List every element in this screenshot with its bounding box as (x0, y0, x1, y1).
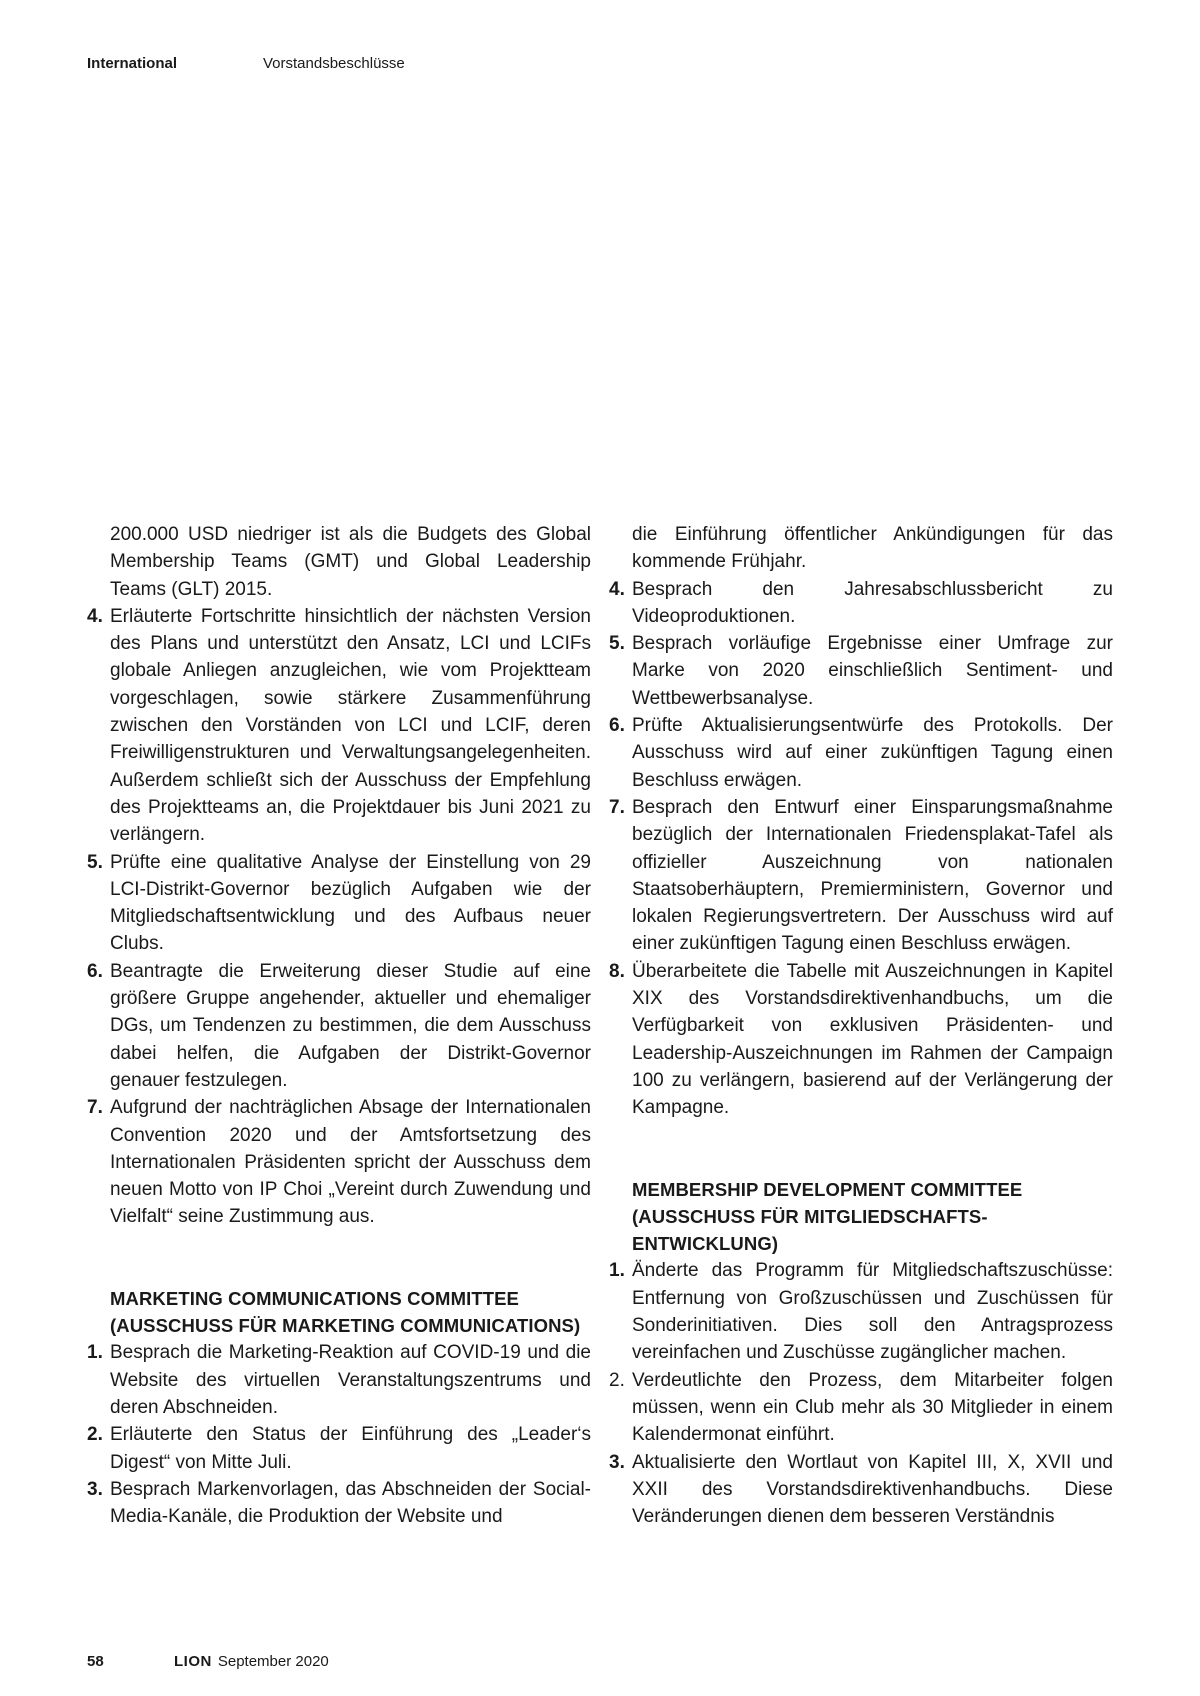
item-number: 1. (87, 1342, 103, 1364)
item-text: Änderte das Programm für Mitgliedschaftszuschüsse: Entfernung von Großzuschüssen und Zuschüssen für Sonderinitiativen. Dies soll den Antragsprozess vereinfachen und Zuschüsse zugänglicher machen. (632, 1260, 1113, 1364)
item-text: Aktualisierte den Wortlaut von Kapitel III, X, XVII und XXII des Vorstandsdirektivenhandbuchs. Diese Veränderungen dienen dem besseren Verständnis (632, 1451, 1113, 1528)
item-number: 2. (87, 1424, 103, 1446)
item-number: 5. (609, 633, 625, 655)
section-label: International (87, 55, 178, 72)
list-item (87, 1476, 591, 1531)
item-text: Besprach Markenvorlagen, das Abschneiden der Social-Media-Kanäle, die Produktion der Website und (110, 1478, 591, 1528)
item-number: 5. (87, 851, 103, 873)
item-number: 6. (87, 960, 103, 982)
item-text: Erläuterte den Status der Einführung des „Leader‘s Digest“ von Mitte Juli. (110, 1424, 591, 1473)
item-text: Prüfte eine qualitative Analyse der Einstellung von 29 LCI-Distrikt-Governor bezüglich Aufgaben wie der Mitgliedschaftsentwicklung und des Aufbaus neuer Clubs. (110, 851, 591, 955)
item-number: 2. (609, 1369, 625, 1391)
page-number: 58 (87, 1653, 104, 1670)
item-number: 7. (609, 796, 625, 818)
item-number: 3. (87, 1478, 103, 1500)
item-text: Besprach den Jahresabschlussbericht zu Videoproduktionen. (632, 578, 1113, 627)
membership-committee-heading: MEMBERSHIP DEVELOPMENT COMMITTEE (AUSSCHUSS FÜR MITGLIEDSCHAFTSENTWICKLUNG) (632, 1178, 1023, 1255)
topic-label: Vorstandsbeschlüsse (263, 55, 405, 72)
resolution-list (87, 603, 591, 1231)
item-text: Überarbeitete die Tabelle mit Auszeichnungen in Kapitel XIX des Vorstandsdirektivenhandbuchs, um die Verfügbarkeit von exklusiven Präsidenten- und Leadership-Auszeichnungen im Rahmen der Campaign 100 zu verlängern, basierend auf der Verlängerung der Kampagne. (632, 960, 1113, 1119)
item-text: Aufgrund der nachträglichen Absage der Internationalen Convention 2020 und der Amtsfortsetzung des Internationalen Präsidenten spricht der Ausschuss dem neuen Motto von IP Choi „Vereint durch Zuwendung und Vielfalt“ seine Zustimmung aus. (110, 1097, 591, 1228)
list-item (609, 1257, 1113, 1366)
list-item (609, 794, 1113, 958)
list-item (87, 849, 591, 958)
page-footer (87, 1652, 329, 1672)
list-item (609, 576, 1113, 631)
item-number: 8. (609, 960, 625, 982)
item-text: Beantragte die Erweiterung dieser Studie auf eine größere Gruppe angehender, aktueller und ehemaliger DGs, um Tendenzen zu bestimmen, die dem Ausschuss dabei helfen, die Aufgaben der Distrikt-Governor genauer festzulegen. (110, 960, 591, 1091)
item-number: 3. (609, 1451, 625, 1473)
list-item (609, 712, 1113, 794)
list-item (87, 603, 591, 849)
list-item (87, 1421, 591, 1476)
running-head (87, 54, 405, 74)
item-text: Besprach den Entwurf einer Einsparungsmaßnahme bezüglich der Internationalen Friedensplakat-Tafel als offizieller Auszeichnung von nationalen Staatsoberhäuptern, Premierministern, Governor und lokalen Regierungsvertretern. Der Ausschuss wird auf einer zukünftigen Tagung einen Beschluss erwägen. (632, 796, 1113, 955)
item-number: 4. (609, 578, 625, 600)
list-item (87, 1339, 591, 1421)
item-text: Prüfte Aktualisierungsentwürfe des Protokolls. Der Ausschuss wird auf einer zukünftigen Tagung einen Beschluss erwägen. (632, 715, 1113, 791)
list-item (87, 958, 591, 1094)
item-number: 6. (609, 715, 625, 737)
marketing-resolution-list (87, 1339, 591, 1530)
item-text: Verdeutlichte den Prozess, dem Mitarbeiter folgen müssen, wenn ein Club mehr als 30 Mitglieder in einem Kalendermonat einführt. (632, 1369, 1113, 1446)
list-item (87, 1094, 591, 1230)
item-number: 1. (609, 1260, 625, 1282)
item-number: 4. (87, 605, 103, 627)
item-number: 7. (87, 1097, 103, 1119)
item-text: Besprach vorläufige Ergebnisse einer Umfrage zur Marke von 2020 einschließlich Sentiment- und Wettbewerbsanalyse. (632, 633, 1113, 709)
item-text: Besprach die Marketing-Reaktion auf COVID-19 und die Website des virtuellen Veranstaltungszentrums und deren Abschneiden. (110, 1342, 591, 1418)
list-item (609, 958, 1113, 1122)
marketing-committee-heading: MARKETING COMMUNICATIONS COMMITTEE (AUSSCHUSS FÜR MARKETING COMMUNICATIONS) (110, 1287, 581, 1337)
list-item (609, 630, 1113, 712)
membership-resolution-list (609, 1257, 1113, 1530)
right-column (609, 521, 1113, 1530)
item-text: Erläuterte Fortschritte hinsichtlich der nächsten Version des Plans und unterstützt den Ansatz, LCI und LCIFs globale Anliegen anzugleichen, wie vom Projektteam vorgeschlagen, sowie stärkere Zusammenführung zwischen den Vorständen von LCI und LCIF, deren Freiwilligenstrukturen und Verwaltungsangelegenheiten. Außerdem schließt sich der Ausschuss der Empfehlung des Projektteams an, die Projektdauer bis Juni 2021 zu verlängern. (110, 605, 591, 846)
list-item (609, 1367, 1113, 1449)
continued-paragraph: die Einführung öffentlicher Ankündigungen für das kommende Frühjahr. (632, 524, 1113, 573)
left-column (87, 521, 591, 1530)
continued-paragraph: 200.000 USD niedriger ist als die Budgets des Global Membership Teams (GMT) und Global Leadership Teams (GLT) 2015. (110, 524, 591, 600)
magazine-name: LION (174, 1653, 212, 1670)
list-item (609, 1449, 1113, 1531)
marketing-resolution-list-continued (609, 576, 1113, 1122)
issue-date: September 2020 (217, 1653, 329, 1670)
